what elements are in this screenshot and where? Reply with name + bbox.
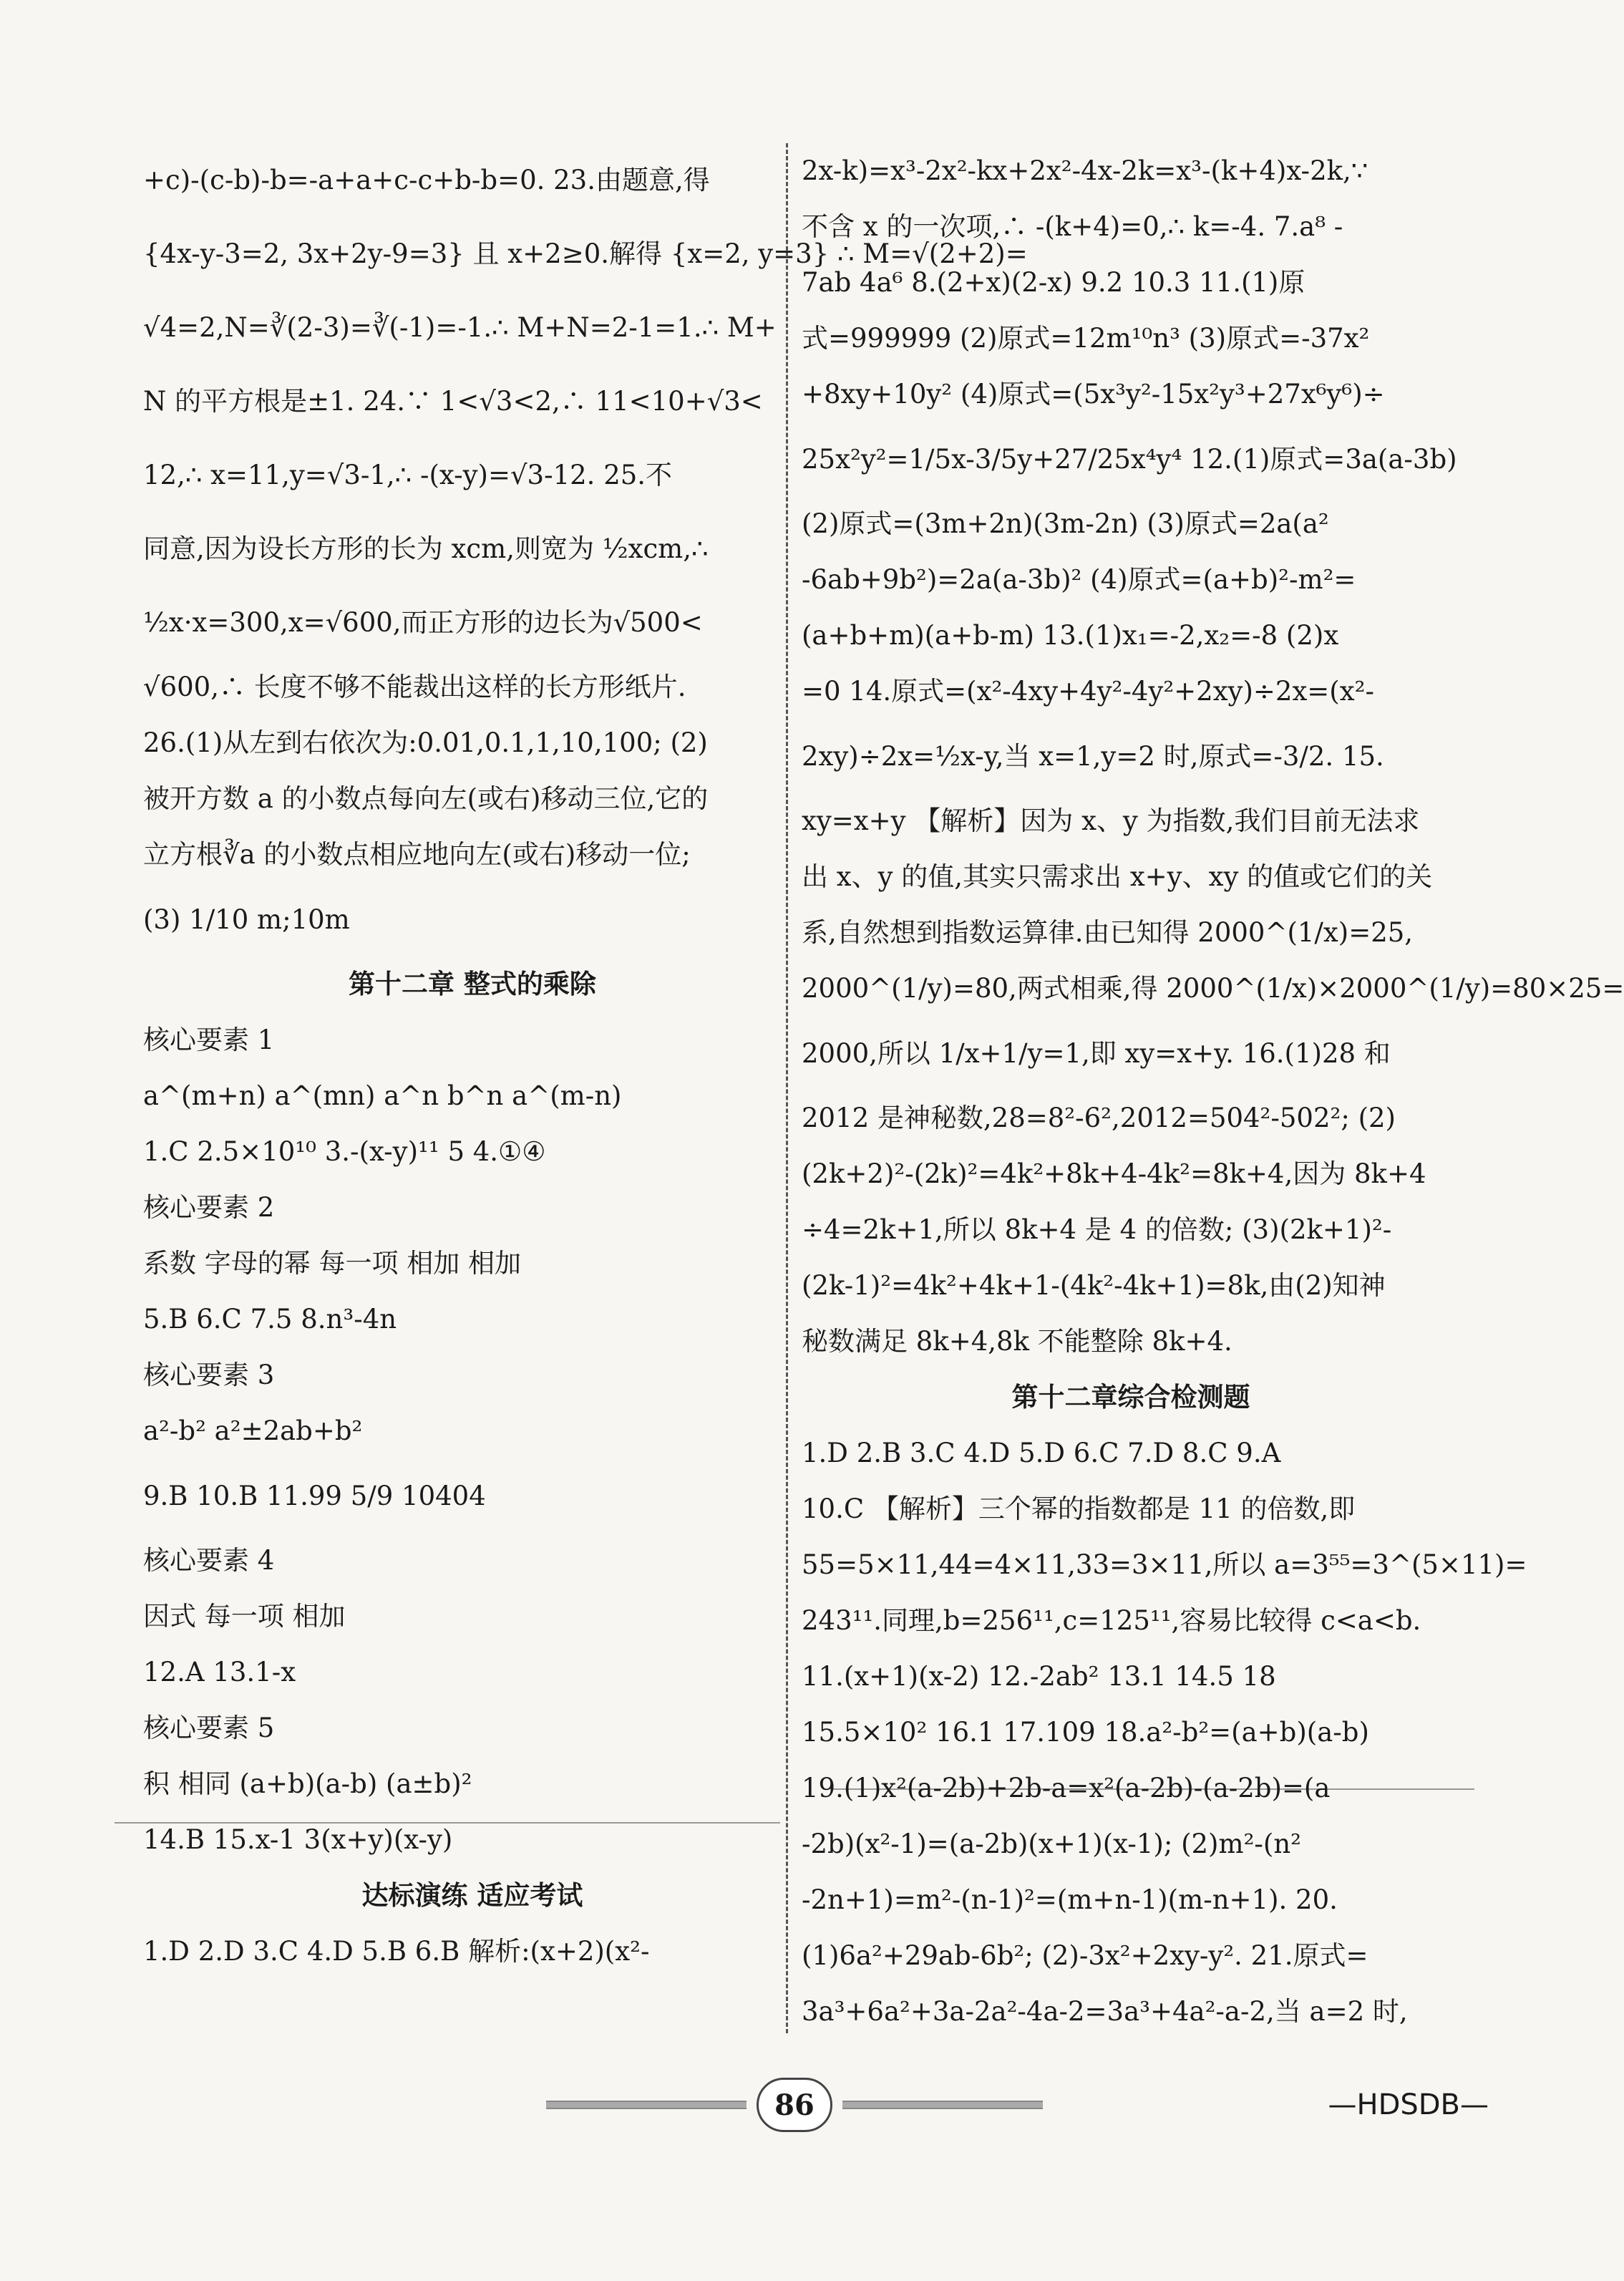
text-line: 7ab 4a⁶ 8.(2+x)(2-x) 9.2 10.3 11.(1)原 (802, 267, 1305, 298)
text-line: 12.A 13.1-x (143, 1657, 296, 1687)
section-heading: 达标演练 适应考试 (361, 1880, 583, 1911)
page-number: 86 (757, 2078, 832, 2132)
text-line: 11.(x+1)(x-2) 12.-2ab² 13.1 14.5 18 (802, 1661, 1276, 1692)
decorative-bar (842, 2101, 1043, 2109)
text-line: 3a³+6a²+3a-2a²-4a-2=3a³+4a²-a-2,当 a=2 时, (802, 1996, 1408, 2027)
text-line: 同意,因为设长方形的长为 xcm,则宽为 ½xcm,∴ (143, 533, 709, 564)
section-label: 核心要素 4 (143, 1545, 275, 1576)
text-line: 出 x、y 的值,其实只需求出 x+y、xy 的值或它们的关 (802, 861, 1433, 892)
text-line: 1.C 2.5×10¹⁰ 3.-(x-y)¹¹ 5 4.①④ (143, 1136, 546, 1167)
text-line: 1.D 2.D 3.C 4.D 5.B 6.B 解析:(x+2)(x²- (143, 1936, 650, 1967)
text-line: 被开方数 a 的小数点每向左(或右)移动三位,它的 (143, 783, 709, 814)
text-line: N 的平方根是±1. 24.∵ 1<√3<2,∴ 11<10+√3< (143, 385, 763, 417)
text-line: 系,自然想到指数运算律.由已知得 2000^(1/x)=25, (802, 917, 1414, 948)
text-line: +c)-(c-b)-b=-a+a+c-c+b-b=0. 23.由题意,得 (143, 164, 710, 195)
text-line: (2)原式=(3m+2n)(3m-2n) (3)原式=2a(a² (802, 508, 1329, 539)
text-line: -2n+1)=m²-(n-1)²=(m+n-1)(m-n+1). 20. (802, 1884, 1338, 1915)
text-line: 12,∴ x=11,y=√3-1,∴ -(x-y)=√3-12. 25.不 (143, 459, 673, 490)
text-line: 19.(1)x²(a-2b)+2b-a=x²(a-2b)-(a-2b)=(a (802, 1773, 1331, 1803)
text-line: 不含 x 的一次项,∴ -(k+4)=0,∴ k=-4. 7.a⁸ - (802, 211, 1343, 242)
text-line: 10.C 【解析】三个幂的指数都是 11 的倍数,即 (802, 1493, 1356, 1524)
text-line: (1)6a²+29ab-6b²; (2)-3x²+2xy-y². 21.原式= (802, 1940, 1368, 1971)
text-line: 5.B 6.C 7.5 8.n³-4n (143, 1304, 397, 1335)
text-line: +8xy+10y² (4)原式=(5x³y²-15x²y³+27x⁶y⁶)÷ (802, 379, 1385, 410)
text-line: 2000^(1/y)=80,两式相乘,得 2000^(1/x)×2000^(1/y)=80×25= (802, 973, 1624, 1004)
text-line: 系数 字母的幂 每一项 相加 相加 (143, 1248, 522, 1279)
section-heading: 第十二章综合检测题 (1011, 1382, 1250, 1413)
text-line: (a+b+m)(a+b-m) 13.(1)x₁=-2,x₂=-8 (2)x (802, 620, 1339, 651)
text-line: 243¹¹.同理,b=256¹¹,c=125¹¹,容易比较得 c<a<b. (802, 1605, 1421, 1636)
text-line: 15.5×10² 16.1 17.109 18.a²-b²=(a+b)(a-b) (802, 1717, 1369, 1748)
text-line: 立方根∛a 的小数点相应地向左(或右)移动一位; (143, 839, 691, 870)
text-line: -2b)(x²-1)=(a-2b)(x+1)(x-1); (2)m²-(n² (802, 1829, 1301, 1859)
column-divider (786, 143, 788, 2033)
text-line: (2k+2)²-(2k)²=4k²+8k+4-4k²=8k+4,因为 8k+4 (802, 1158, 1426, 1189)
text-line: 25x²y²=1/5x-3/5y+27/25x⁴y⁴ 12.(1)原式=3a(a-3b) (802, 443, 1457, 475)
rule-line (115, 1822, 780, 1824)
text-line: 式=999999 (2)原式=12m¹⁰n³ (3)原式=-37x² (802, 323, 1370, 354)
chapter-heading: 第十二章 整式的乘除 (349, 969, 596, 999)
text-line: 2x-k)=x³-2x²-kx+2x²-4x-2k=x³-(k+4)x-2k,∵ (802, 155, 1368, 186)
text-line: 积 相同 (a+b)(a-b) (a±b)² (143, 1768, 472, 1799)
text-line: 2012 是神秘数,28=8²-6²,2012=504²-502²; (2) (802, 1103, 1396, 1133)
text-line: 55=5×11,44=4×11,33=3×11,所以 a=3⁵⁵=3^(5×11)= (802, 1549, 1527, 1580)
book-code: —HDSDB— (1328, 2088, 1489, 2121)
text-line: √600,∴ 长度不够不能裁出这样的长方形纸片. (143, 672, 686, 702)
text-line: 2000,所以 1/x+1/y=1,即 xy=x+y. 16.(1)28 和 (802, 1037, 1391, 1069)
text-line: ÷4=2k+1,所以 8k+4 是 4 的倍数; (3)(2k+1)²- (802, 1214, 1392, 1245)
section-label: 核心要素 2 (143, 1192, 275, 1223)
text-line: -6ab+9b²)=2a(a-3b)² (4)原式=(a+b)²-m²= (802, 564, 1356, 595)
text-line: 1.D 2.B 3.C 4.D 5.D 6.C 7.D 8.C 9.A (802, 1438, 1281, 1468)
text-line: a^(m+n) a^(mn) a^n b^n a^(m-n) (143, 1080, 622, 1111)
text-line: (2k-1)²=4k²+4k+1-(4k²-4k+1)=8k,由(2)知神 (802, 1270, 1386, 1301)
text-line: 秘数满足 8k+4,8k 不能整除 8k+4. (802, 1326, 1232, 1357)
text-line: 26.(1)从左到右依次为:0.01,0.1,1,10,100; (2) (143, 727, 708, 758)
text-line: =0 14.原式=(x²-4xy+4y²-4y²+2xy)÷2x=(x²- (802, 676, 1374, 707)
right-column (802, 143, 1624, 2040)
section-label: 核心要素 1 (143, 1025, 275, 1055)
decorative-bar (546, 2101, 747, 2109)
text-line: 因式 每一项 相加 (143, 1601, 346, 1632)
text-line: 2xy)÷2x=½x-y,当 x=1,y=2 时,原式=-3/2. 15. (802, 740, 1384, 772)
section-label: 核心要素 3 (143, 1360, 275, 1390)
text-line: √4=2,N=∛(2-3)=∛(-1)=-1.∴ M+N=2-1=1.∴ M+ (143, 311, 777, 343)
text-line: 9.B 10.B 11.99 5/9 10404 (143, 1480, 486, 1511)
text-line: {4x-y-3=2, 3x+2y-9=3} 且 x+2≥0.解得 {x=2, y=3} ∴ M=√(2+2)= (143, 238, 1028, 269)
text-line: 14.B 15.x-1 3(x+y)(x-y) (143, 1824, 453, 1855)
text-line: a²-b² a²±2ab+b² (143, 1415, 363, 1446)
section-label: 核心要素 5 (143, 1713, 275, 1743)
page-footer (530, 2076, 1059, 2134)
text-line: (3) 1/10 m;10m (143, 904, 350, 935)
text-line: ½x·x=300,x=√600,而正方形的边长为√500< (143, 606, 703, 638)
text-line: xy=x+y 【解析】因为 x、y 为指数,我们目前无法求 (802, 805, 1420, 836)
